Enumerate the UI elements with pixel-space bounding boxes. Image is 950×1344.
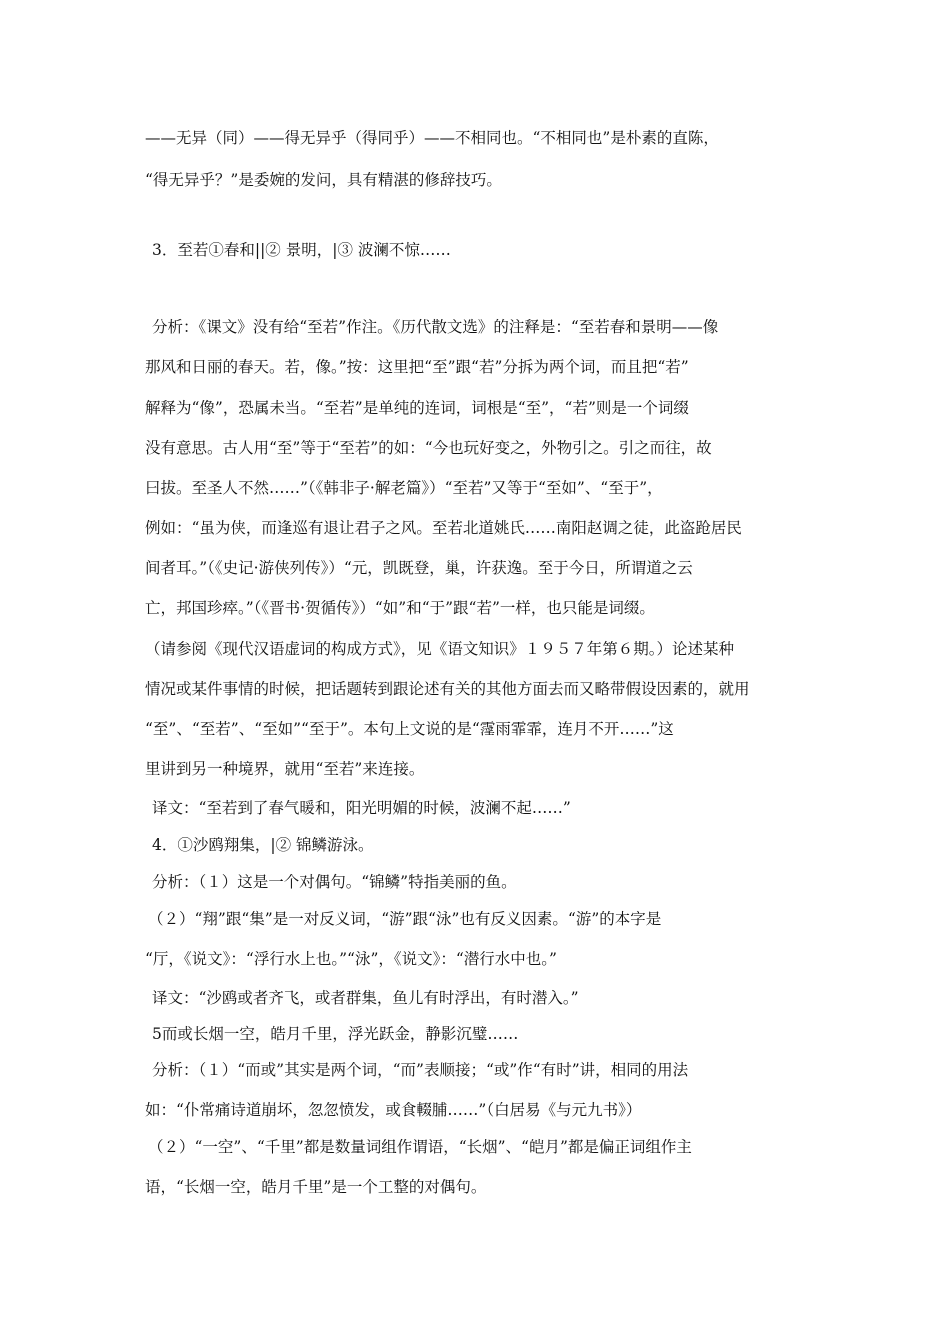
text-line: 如：“仆常痛诗道崩坏，忽忽愤发，或食輟脯……”（白居易《与元九书》） <box>145 1101 642 1119</box>
text-line: 没有意思。古人用“至”等于“至若”的如：“今也玩好变之，外物引之。引之而往，故 <box>145 439 712 457</box>
text-line: 里讲到另一种境界，就用“至若”来连接。 <box>145 760 425 778</box>
text-line: “厅，《说文》：“浮行水上也。”“泳”，《说文》：“潜行水中也。” <box>145 950 557 968</box>
text-line: 语，“长烟一空，皓月千里”是一个工整的对偶句。 <box>145 1178 487 1196</box>
text-line: 分析：（１）这是一个对偶句。“锦鳞”特指美丽的鱼。 <box>152 873 517 891</box>
text-line: 译文：“沙鸥或者齐飞，或者群集，鱼儿有时浮出，有时潜入。” <box>152 989 579 1007</box>
text-line: ——无异（同）——得无异乎（得同乎）——不相同也。“不相同也”是朴素的直陈， <box>145 129 719 147</box>
text-line: 那风和日丽的春天。若，像。”按：这里把“至”跟“若”分拆为两个词，而且把“若” <box>145 358 689 376</box>
section-heading: 5而或长烟一空，皓月千里，浮光跃金，静影沉璧…… <box>152 1025 519 1043</box>
text-line: 亡，邦国珍瘁。”（《晋书·贺循传》）“如”和“于”跟“若”一样，也只能是词缀。 <box>145 599 655 617</box>
text-line: （２）“一空”、“千里”都是数量词组作谓语，“长烟”、“皑月”都是偏正词组作主 <box>148 1138 692 1156</box>
text-line: “至”、“至若”、“至如”“至于”。本句上文说的是“霪雨霏霏，连月不开……”这 <box>145 720 674 738</box>
text-line: 分析：《课文》没有给“至若”作注。《历代散文选》的注释是：“至若春和景明——像 <box>152 318 719 336</box>
text-line: “得无异乎？”是委婉的发问，具有精湛的修辞技巧。 <box>145 171 502 189</box>
text-line: 分析：（１）“而或”其实是两个词，“而”表顺接；“或”作“有时”讲，相同的用法 <box>152 1061 689 1079</box>
text-line: 曰拔。至圣人不然……”（《韩非子·解老篇》）“至若”又等于“至如”、“至于”， <box>145 479 663 497</box>
text-line: 间者耳。”（《史记·游侠列传》）“元，凯既登，巢，许获逸。至于今日，所谓道之云 <box>145 559 693 577</box>
text-line: （２）“翔”跟“集”是一对反义词，“游”跟“泳”也有反义因素。“游”的本字是 <box>148 910 662 928</box>
section-heading: 4．①沙鸥翔集，|② 锦鳞游泳。 <box>152 836 374 854</box>
text-line: 情况或某件事情的时候，把话题转到跟论述有关的其他方面去而又略带假设因素的，就用 <box>145 680 750 698</box>
section-heading: 3．至若①春和||② 景明，|③ 波澜不惊…… <box>152 241 451 259</box>
text-line: 例如：“虽为侠，而逢巡有退让君子之风。至若北道姚氏……南阳赵调之徒，此盗跄居民 <box>145 519 742 537</box>
text-line: 解释为“像”，恐属未当。“至若”是单纯的连词，词根是“至”，“若”则是一个词缀 <box>145 399 689 417</box>
text-line: （请参阅《现代汉语虚词的构成方式》，见《语文知识》１９５７年第６期。）论述某种 <box>145 640 735 658</box>
text-line: 译文：“至若到了春气暖和，阳光明媚的时候，波澜不起……” <box>152 799 571 817</box>
